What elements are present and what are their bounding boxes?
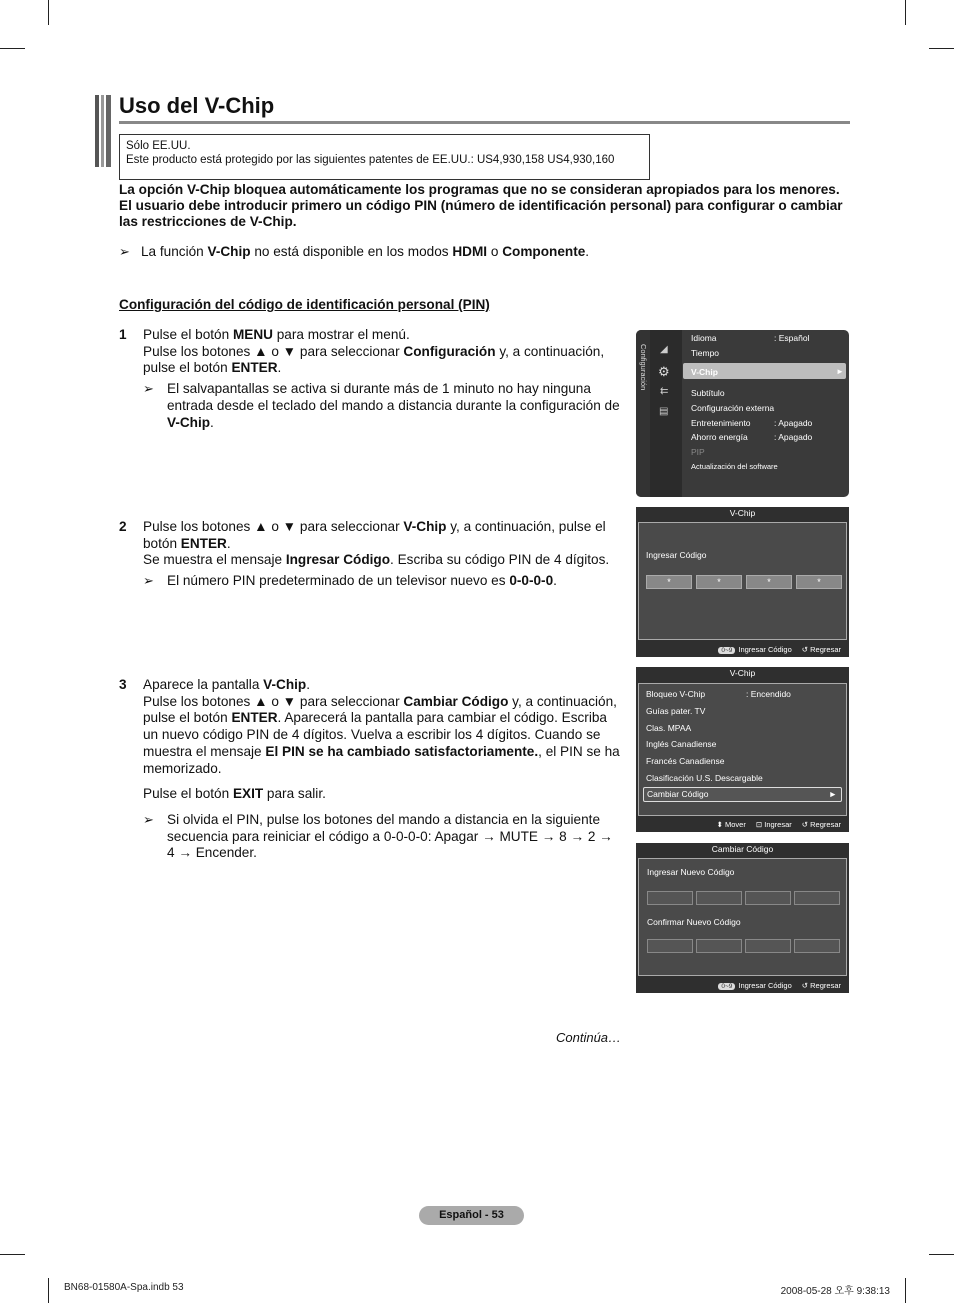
vchip-menu-screen [636, 667, 849, 832]
arrow-icon: ➢ [143, 573, 154, 589]
canadian-french-item[interactable]: Francés Canadiense [646, 756, 725, 766]
gear-icon: ⚙ [658, 364, 670, 379]
menu-item-tiempo[interactable]: Tiempo [691, 348, 720, 358]
step-2: 2 Pulse los botones ▲ o ▼ para seleccionar V-Chip y, a continuación, pulse el botón ENTER. Se muestra el mensaje Ingresar Código. Escriba su código PIN de 4 dígitos. ➢ El número PIN predeterminado de un televisor nuevo es 0-0-0-0. [119, 519, 624, 590]
enter-pin-screen [636, 507, 849, 657]
page-title: Uso del V-Chip [119, 93, 275, 118]
number-key-icon: 0~9 [718, 983, 735, 990]
intro-paragraph: La opción V-Chip bloquea automáticamente los programas que no se consideran apropiados para los menores. El usuario debe introducir primero un código PIN (número de identificación personal) para configurar o cambiar las restricciones de V-Chip. [119, 182, 843, 229]
vchip-lock-item[interactable]: Bloqueo V-Chip : Encendido [646, 689, 791, 699]
menu-item-pip: PIP [691, 447, 705, 457]
title-rule [119, 121, 850, 124]
crop-mark [0, 48, 25, 49]
new-pin-digit[interactable] [745, 891, 791, 905]
new-pin-digit[interactable] [647, 891, 693, 905]
default-pin-note: ➢ El número PIN predeterminado de un televisor nuevo es 0-0-0-0. [143, 573, 557, 589]
pin-digit[interactable]: * [746, 575, 792, 589]
crop-mark [48, 0, 49, 25]
updown-icon: ⬍ [716, 820, 723, 829]
screensaver-note: ➢ El salvapantallas se activa si durante más de 1 minuto no hay ninguna entrada desde el teclado del mando a distancia durante la configuración de V-Chip. [143, 381, 620, 430]
canadian-english-item[interactable]: Inglés Canadiense [646, 739, 717, 749]
return-icon: ↺ [801, 645, 809, 654]
pin-panel [638, 522, 847, 640]
menu-item-vchip[interactable]: V-Chip [691, 367, 718, 377]
crop-mark [905, 0, 906, 25]
number-key-icon: 0~9 [718, 647, 735, 654]
return-icon: ↺ [801, 981, 809, 990]
picture-icon: ◢ [660, 344, 668, 355]
screen-header: V-Chip [729, 668, 756, 678]
menu-item-ahorro[interactable]: Ahorro energía : Apagado [691, 432, 813, 442]
crop-mark [929, 1254, 954, 1255]
confirm-pin-digit[interactable] [647, 939, 693, 953]
hint-bar: 0~9 Ingresar Código ↺ Regresar [718, 981, 841, 990]
right-arrow-icon: ► [828, 789, 837, 799]
tv-guidelines-item[interactable]: Guías pater. TV [646, 706, 706, 716]
footer-file: BN68-01580A-Spa.indb 53 [64, 1282, 184, 1293]
setup-menu-screen [636, 330, 849, 497]
forgot-pin-note: ➢ Si olvida el PIN, pulse los botones del mando a distancia en la siguiente secuencia para reiniciar el código a 0-0-0-0: Apagar → MUTE → 8 → 2 → 4 → Encender. [143, 811, 613, 861]
new-pin-digit[interactable] [696, 891, 742, 905]
screen-header: Cambiar Código [711, 844, 774, 854]
mpaa-item[interactable]: Clas. MPAA [646, 723, 692, 733]
step-3: 3 Aparece la pantalla V-Chip. Pulse los botones ▲ o ▼ para seleccionar Cambiar Código y, a continuación, pulse el botón ENTER. Aparecerá la pantalla para cambiar el código. Escriba un nuevo código PIN de 4 dígitos. Vuelva a escribir los 4 dígitos. Cuando se muestra el mensaje El PIN se ha cambiado satisfactoriamente., el PIN se ha memorizado. Pulse el botón EXIT para salir. ➢ Si olvida el PIN, pulse los botones del mando a distancia en la siguiente secuencia para reiniciar el código a 0-0-0-0: Apagar → MUTE → 8 → 2 → 4 → Encender. [119, 677, 624, 862]
notice-line-1: Sólo EE.UU. [126, 140, 191, 152]
menu-item-entretenimiento[interactable]: Entretenimiento : Apagado [691, 418, 813, 428]
confirm-pin-digit[interactable] [745, 939, 791, 953]
page-number-badge: Español - 53 [419, 1206, 524, 1225]
downloadable-rating-item[interactable]: Clasificación U.S. Descargable [646, 773, 763, 783]
confirm-pin-label: Confirmar Nuevo Código [647, 917, 741, 927]
change-pin-panel [638, 858, 847, 976]
menu-item-software[interactable]: Actualización del software [691, 462, 778, 471]
screen-header: V-Chip [729, 508, 756, 518]
hint-bar: ⬍ Mover ⊡ Ingresar ↺ Regresar [716, 820, 841, 829]
crop-mark [48, 1278, 49, 1303]
crop-mark [929, 48, 954, 49]
crop-mark [905, 1278, 906, 1303]
arrow-icon: ➢ [119, 244, 130, 259]
return-icon: ↺ [801, 820, 809, 829]
step-1: 1 Pulse el botón MENU para mostrar el menú. Pulse los botones ▲ o ▼ para seleccionar Configuración y, a continuación, pulse el botón ENTER. ➢ El salvapantallas se activa si durante más de 1 minuto no hay ninguna entrada desde el teclado del mando a distancia durante la configuración de V-Chip. [119, 327, 624, 431]
vchip-panel [638, 683, 847, 816]
footer-date: 2008-05-28 오후 9:38:13 [780, 1286, 890, 1297]
step-number: 1 [119, 327, 127, 342]
step-number: 3 [119, 677, 127, 692]
crop-mark [0, 1254, 25, 1255]
section-heading: Configuración del código de identificación personal (PIN) [119, 297, 490, 312]
arrow-icon: ➢ [143, 811, 154, 827]
menu-item-idioma[interactable]: Idioma : Español [691, 333, 810, 343]
enter-icon: ⊡ [755, 820, 763, 829]
arrow-icon: ➢ [143, 381, 154, 397]
hint-bar: 0~9 Ingresar Código ↺ Regresar [718, 645, 841, 654]
step-number: 2 [119, 519, 127, 534]
change-pin-screen [636, 843, 849, 993]
patent-notice [119, 134, 650, 180]
new-pin-label: Ingresar Nuevo Código [647, 867, 735, 877]
pin-prompt: Ingresar Código [646, 550, 707, 560]
menu-item-config-externa[interactable]: Configuración externa [691, 403, 775, 413]
icon-column [650, 330, 682, 497]
input-icon: ⇇ [660, 386, 669, 397]
confirm-pin-digit[interactable] [696, 939, 742, 953]
pin-digit[interactable]: * [646, 575, 692, 589]
notice-line-2: Este producto está protegido por las siguientes patentes de EE.UU.: US4,930,158 US4,930,160 [126, 154, 615, 166]
continued-label: Continúa… [556, 1030, 622, 1045]
app-icon: ▤ [659, 406, 669, 417]
change-pin-item[interactable]: Cambiar Código ► [643, 787, 842, 802]
confirm-pin-digit[interactable] [794, 939, 840, 953]
pin-digit[interactable]: * [696, 575, 742, 589]
new-pin-digit[interactable] [794, 891, 840, 905]
side-label: Configuración [639, 344, 648, 391]
pin-digit[interactable]: * [796, 575, 842, 589]
right-arrow-icon: ► [836, 367, 844, 376]
menu-item-subtitulo[interactable]: Subtítulo [691, 388, 725, 398]
hdmi-note: ➢ La función V-Chip no está disponible en los modos HDMI o Componente. [119, 244, 590, 259]
